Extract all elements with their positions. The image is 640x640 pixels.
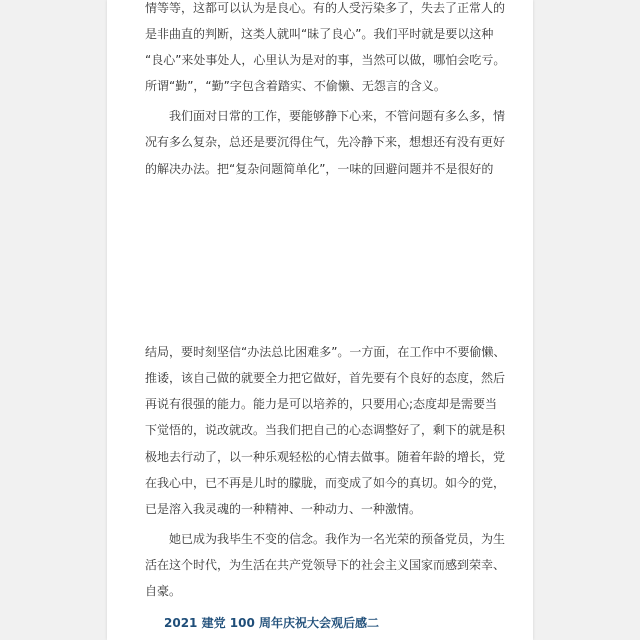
paragraph-line: 推诿，该自己做的就要全力把它做好，首先要有个良好的态度，然后	[145, 371, 506, 385]
paragraph-line: 是非曲直的判断，这类人就叫“昧了良心”。我们平时就是要以这种	[145, 27, 494, 41]
paragraph-line: 再说有很强的能力。能力是可以培养的，只要用心;态度却是需要当	[145, 397, 498, 411]
paragraph-line: 的解决办法。把“复杂问题简单化”，一味的回避问题并不是很好的	[145, 162, 494, 176]
paragraph-line: 自豪。	[145, 584, 182, 598]
paragraph-line: 极地去行动了，以一种乐观轻松的心情去做事。随着年龄的增长，党	[145, 450, 506, 464]
section-heading: 2021 建党 100 周年庆祝大会观后感二	[164, 616, 379, 630]
paragraph-line: 已是溶入我灵魂的一种精神、一种动力、一种激情。	[145, 502, 422, 516]
paragraph-line: 所谓“勤”，“勤”字包含着踏实、不偷懒、无怨言的含义。	[145, 79, 446, 93]
paragraph-line: 况有多么复杂，总还是要沉得住气，先冷静下来，想想还有没有更好	[145, 135, 506, 149]
paragraph-line: 情等等，这都可以认为是良心。有的人受污染多了，失去了正常人的	[145, 1, 506, 15]
paragraph-line: 下觉悟的，说改就改。当我们把自己的心态调整好了，剩下的就是积	[145, 423, 506, 437]
paragraph-line: 我们面对日常的工作，要能够静下心来，不管问题有多么多，情	[145, 109, 506, 123]
document-page	[107, 0, 533, 640]
paragraph-line: 在我心中，已不再是儿时的朦胧，而变成了如今的真切。如今的党，	[145, 476, 506, 490]
paragraph-line: 结局，要时刻坚信“办法总比困难多”。一方面，在工作中不要偷懒、	[145, 345, 506, 359]
paragraph-line: “良心”来处事处人，心里认为是对的事，当然可以做，哪怕会吃亏。	[145, 53, 506, 67]
paragraph-line: 活在这个时代，为生活在共产党领导下的社会主义国家而感到荣幸、	[145, 558, 506, 572]
paragraph-line: 她已成为我毕生不变的信念。我作为一名光荣的预备党员，为生	[145, 532, 506, 546]
